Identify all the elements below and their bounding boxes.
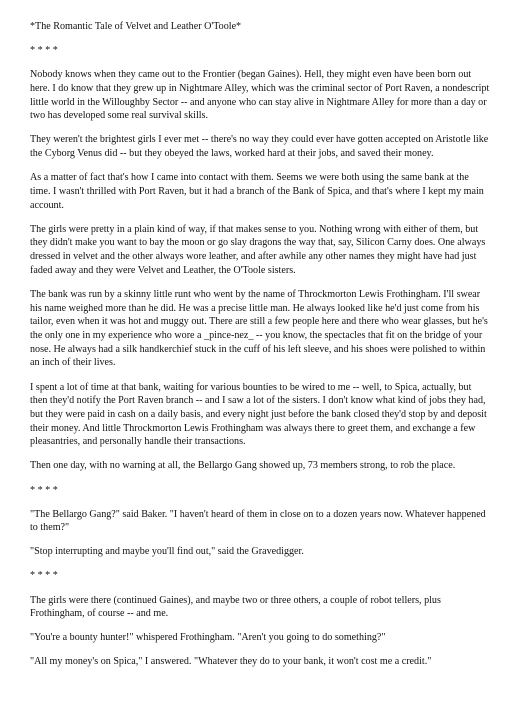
section-separator: * * * *: [30, 484, 58, 496]
paragraph: I spent a lot of time at that bank, waiting for various bounties to be wired to me -- well, to Spica, actually, but then they'd notify the Port Raven branch -- and I saw a lot of the sisters. I don't know what kind of jobs they had, but they were paid in cash on a daily basis, and every night just before the bank closed they'd stop by and deposit their money. And little Throckmorton Lewis Frothingham was always there to greet them, and exchange a few pleasantries, and personally handle their transactions.: [30, 381, 487, 448]
paragraph: "Stop interrupting and maybe you'll find out," said the Gravedigger.: [30, 546, 304, 558]
paragraph: Then one day, with no warning at all, the Bellargo Gang showed up, 73 members strong, to rob the place.: [30, 460, 456, 472]
paragraph: The girls were there (continued Gaines), and maybe two or three others, a couple of robot tellers, plus Frothingham, of course -- and me.: [30, 594, 441, 620]
paragraph: "You're a bounty hunter!" whispered Frothingham. "Aren't you going to do something?": [30, 632, 386, 644]
paragraph: As a matter of fact that's how I came into contact with them. Seems we were both using the same bank at the time. I wasn't thrilled with Port Raven, but it had a branch of the Bank of Spica, and that's where I kept my main account.: [30, 172, 484, 211]
paragraph: "The Bellargo Gang?" said Baker. "I haven't heard of them in close on to a dozen years now. Whatever happened to them?": [30, 508, 486, 534]
paragraph: "All my money's on Spica," I answered. "Whatever they do to your bank, it won't cost me a credit.": [30, 656, 432, 668]
paragraph: Nobody knows when they came out to the Frontier (began Gaines). Hell, they might even have been born out here. I do know that they grew up in Nightmare Alley, which was the criminal sector of Port Raven, a nondescript little world in the Willoughby Sector -- and anyone who can stay alive in Nightmare Alley for more than a day or two has developed some real survival skills.: [30, 69, 490, 122]
document-page: [30, 20, 490, 680]
section-separator: * * * *: [30, 570, 58, 582]
paragraph: The bank was run by a skinny little runt who went by the name of Throckmorton Lewis Frothingham. I'll swear his name weighed more than he did. He was a precise little man. He always looked like he'd just come from his tailor, even when it was hot and muggy out. There are still a few people here and there who wear glasses, but he's the only one in my experience who wore a _pince-nez_ -- you know, the spectacles that fit on the bridge of your nose. He always had a silk handkerchief stuck in the cuff of his left sleeve, and his shoes were polished to within an inch of their lives.: [30, 288, 488, 369]
story-title: *The Romantic Tale of Velvet and Leather O'Toole*: [30, 21, 242, 32]
paragraph: The girls were pretty in a plain kind of way, if that makes sense to you. Nothing wrong with either of them, but they didn't make you want to bay the moon or go slay dragons the way that, say, Silicon Carny does. One always dressed in velvet and the other always wore leather, and after awhile any other names they might have had just faded away and they were Velvet and Leather, the O'Toole sisters.: [30, 223, 486, 276]
paragraph: They weren't the brightest girls I ever met -- there's no way they could ever have gotten accepted on Aristotle like the Cyborg Venus did -- but they obeyed the laws, worked hard at their jobs, and saved their money.: [30, 134, 489, 160]
section-separator: * * * *: [30, 45, 58, 57]
